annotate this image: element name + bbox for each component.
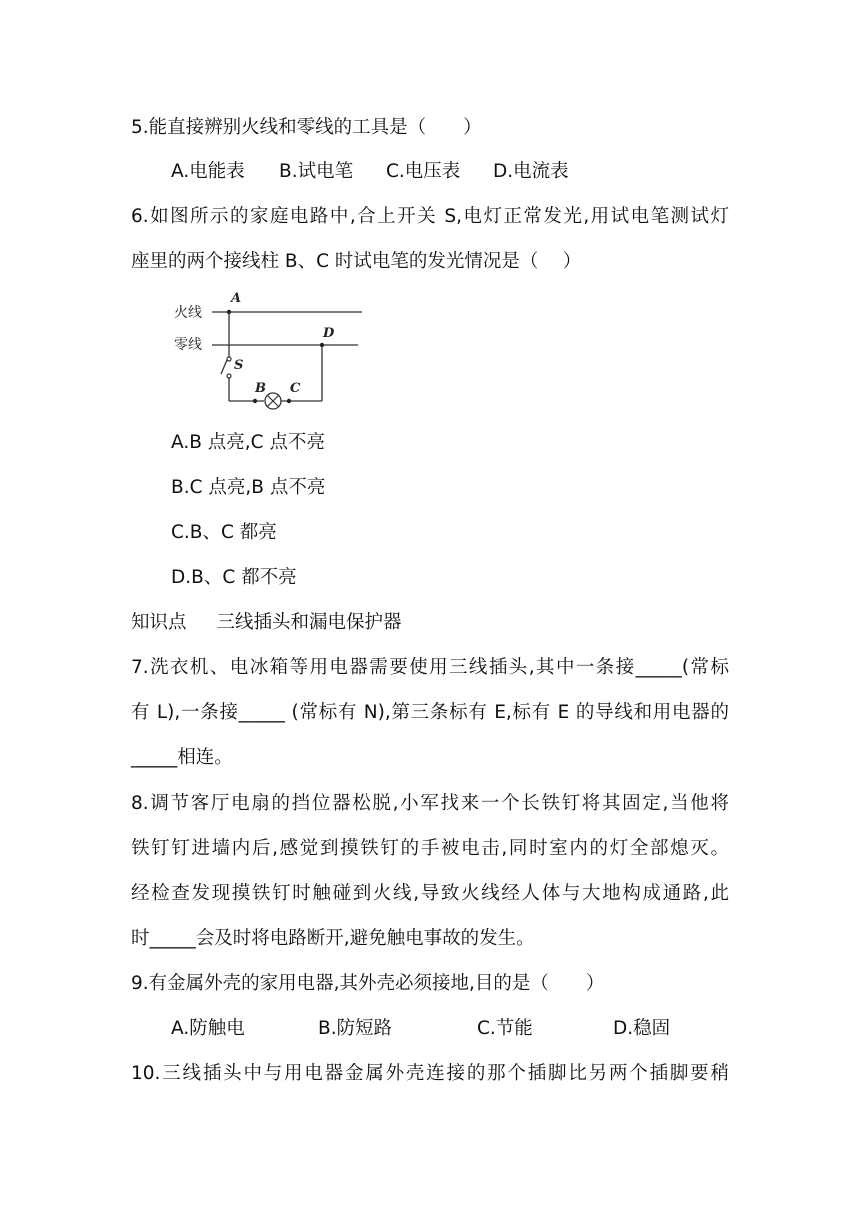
q9-option-a: A.防触电 bbox=[171, 1018, 245, 1039]
section-title: 三线插头和漏电保护器 bbox=[216, 612, 402, 633]
q5-stem: 5.能直接辨别火线和零线的工具是（ ） bbox=[131, 117, 482, 138]
q9-option-b: B.防短路 bbox=[318, 1018, 393, 1039]
q7-line-1: 7.洗衣机、电冰箱等用电器需要使用三线插头,其中一条接_____(常标 bbox=[131, 657, 729, 678]
q5-options bbox=[0, 159, 860, 185]
q9-options bbox=[0, 1016, 860, 1042]
terminal-c bbox=[287, 399, 291, 403]
q5-option-a: A.电能表 bbox=[171, 161, 245, 182]
neutral-wire-label: 零线 bbox=[174, 337, 202, 353]
q5-option-b: B.试电笔 bbox=[279, 161, 354, 182]
q8-line-4: 时_____会及时将电路断开,避免触电事故的发生。 bbox=[131, 928, 535, 949]
q6-option-c: C.B、C 都亮 bbox=[171, 522, 277, 543]
live-wire-label: 火线 bbox=[174, 305, 202, 321]
q9-stem: 9.有金属外壳的家用电器,其外壳必须接地,目的是（ ） bbox=[131, 973, 605, 994]
q6-option-a: A.B 点亮,C 点不亮 bbox=[171, 432, 325, 453]
section-heading bbox=[131, 610, 402, 636]
switch-contact bbox=[227, 357, 231, 361]
label-s: S bbox=[234, 358, 244, 373]
q8-line-3: 经检查发现摸铁钉时触碰到火线,导致火线经人体与大地构成通路,此 bbox=[131, 883, 729, 904]
q6-option-d: D.B、C 都不亮 bbox=[171, 567, 297, 588]
q8-line-2: 铁钉钉进墙内后,感觉到摸铁钉的手被电击,同时室内的灯全部熄灭。 bbox=[131, 838, 729, 859]
q9-option-c: C.节能 bbox=[477, 1018, 533, 1039]
q9-option-d: D.稳固 bbox=[613, 1018, 671, 1039]
q10-line-1: 10.三线插头中与用电器金属外壳连接的那个插脚比另两个插脚要稍 bbox=[131, 1063, 729, 1084]
q6-stem-line-1: 6.如图所示的家庭电路中,合上开关 S,电灯正常发光,用试电笔测试灯 bbox=[131, 206, 729, 227]
terminal-b bbox=[253, 399, 257, 403]
circuit-diagram bbox=[168, 288, 368, 413]
label-c: C bbox=[290, 381, 301, 396]
switch-pivot bbox=[227, 374, 231, 378]
q8-line-1: 8.调节客厅电扇的挡位器松脱,小军找来一个长铁钉将其固定,当他将 bbox=[131, 793, 729, 814]
label-a: A bbox=[231, 291, 242, 306]
q7-line-2: 有 L),一条接_____ (常标有 N),第三条标有 E,标有 E 的导线和用电器的 bbox=[131, 702, 729, 723]
q6-stem-line-2: 座里的两个接线柱 B、C 时试电笔的发光情况是（ ） bbox=[131, 251, 582, 272]
q6-option-b: B.C 点亮,B 点不亮 bbox=[171, 477, 326, 498]
q7-line-3: _____相连。 bbox=[131, 747, 233, 768]
junction-d bbox=[320, 343, 324, 347]
section-label: 知识点 bbox=[131, 612, 187, 633]
q5-option-d: D.电流表 bbox=[493, 161, 569, 182]
q5-option-c: C.电压表 bbox=[386, 161, 461, 182]
label-b: B bbox=[255, 381, 266, 396]
label-d: D bbox=[323, 326, 335, 341]
